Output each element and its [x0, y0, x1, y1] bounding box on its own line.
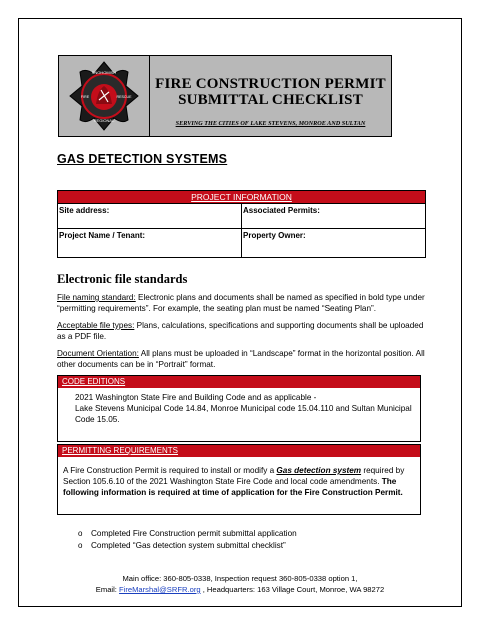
file-types-paragraph — [57, 320, 429, 342]
checklist-item[interactable] — [78, 528, 297, 540]
permitting-text-b: required by Section 105.6.10 of the 2021 Washington State Fire Code and local code amendments. — [63, 466, 405, 486]
property-owner-field[interactable]: Property Owner: — [241, 229, 425, 257]
orientation-text: All plans must be uploaded in “Landscape” format in the horizontal position. All other documents can be in “Portrait” format. — [57, 349, 425, 369]
orientation-label: Document Orientation: — [57, 349, 139, 358]
fire-department-logo-icon — [68, 60, 140, 132]
submittal-checklist — [78, 528, 297, 552]
section-title: GAS DETECTION SYSTEMS — [57, 152, 228, 166]
permitting-requirements-box — [57, 444, 421, 515]
project-row-2 — [58, 228, 425, 257]
footer-email-link[interactable]: FireMarshal@SRFR.org — [119, 585, 201, 594]
site-address-field[interactable]: Site address: — [59, 206, 110, 215]
project-information-heading: PROJECT INFORMATION — [58, 191, 425, 203]
permitting-requirements-text — [58, 457, 420, 498]
title-panel — [150, 55, 392, 137]
logo-panel — [58, 55, 150, 137]
code-editions-text — [58, 388, 420, 425]
code-editions-line-1: 2021 Washington State Fire and Building Code and as applicable - — [75, 393, 317, 402]
document-header — [58, 55, 392, 137]
file-types-text: Plans, calculations, specifications and supporting documents shall be uploaded as a PDF file. — [57, 321, 424, 341]
checklist-item-label: Completed “Gas detection system submittal checklist” — [91, 541, 286, 550]
file-types-label: Acceptable file types: — [57, 321, 135, 330]
document-subtitle: SERVING THE CITIES OF LAKE STEVENS, MONROE AND SULTAN — [175, 120, 366, 127]
associated-permits-field[interactable]: Associated Permits: — [241, 204, 425, 228]
logo-right-text: RESCUE — [116, 95, 132, 99]
permitting-text-a: A Fire Construction Permit is required to install or modify a — [63, 466, 277, 475]
code-editions-heading: CODE EDITIONS — [58, 376, 420, 388]
file-standards-title: Electronic file standards — [57, 272, 188, 286]
footer-headquarters: , Headquarters: 163 Village Court, Monroe, WA 98272 — [200, 585, 385, 594]
gas-detection-system-term: Gas detection system — [276, 466, 362, 475]
logo-top-text: SNOHOMISH — [91, 70, 117, 75]
code-editions-line-2: Lake Stevens Municipal Code 14.84, Monroe Municipal code 15.04.110 and Sultan Municipal Code 15.05. — [75, 404, 412, 424]
hollow-circle-bullet-icon: o — [78, 541, 83, 550]
permitting-bold-text: The following information is required at time of application for the Fire Construction Permit. — [63, 477, 403, 497]
document-title-line-2: SUBMITTAL CHECKLIST — [178, 92, 363, 108]
document-title-line-1: FIRE CONSTRUCTION PERMIT — [155, 76, 386, 92]
project-name-field[interactable]: Project Name / Tenant: — [59, 231, 146, 240]
project-row-1 — [58, 203, 425, 228]
orientation-paragraph — [57, 348, 429, 370]
checklist-item[interactable] — [78, 540, 297, 552]
file-naming-paragraph — [57, 292, 429, 314]
checklist-item-label: Completed Fire Construction permit submittal application — [91, 529, 297, 538]
footer-contact-line: Main office: 360-805-0338, Inspection request 360-805-0338 option 1, — [122, 574, 358, 583]
permitting-requirements-heading: PERMITTING REQUIREMENTS — [58, 445, 420, 457]
file-naming-text: Electronic plans and documents shall be named as specified in bold type under “permitting requirements”. For example, the seating plan must be named “Seating Plan”. — [57, 293, 425, 313]
logo-left-text: FIRE — [80, 95, 90, 99]
hollow-circle-bullet-icon: o — [78, 529, 83, 538]
file-naming-label: File naming standard: — [57, 293, 136, 302]
logo-bottom-text: REGIONAL — [93, 118, 115, 123]
footer-email-prefix: Email: — [95, 585, 120, 594]
footer-address-line — [40, 584, 440, 595]
code-editions-box — [57, 375, 421, 442]
project-information-table — [57, 190, 426, 258]
